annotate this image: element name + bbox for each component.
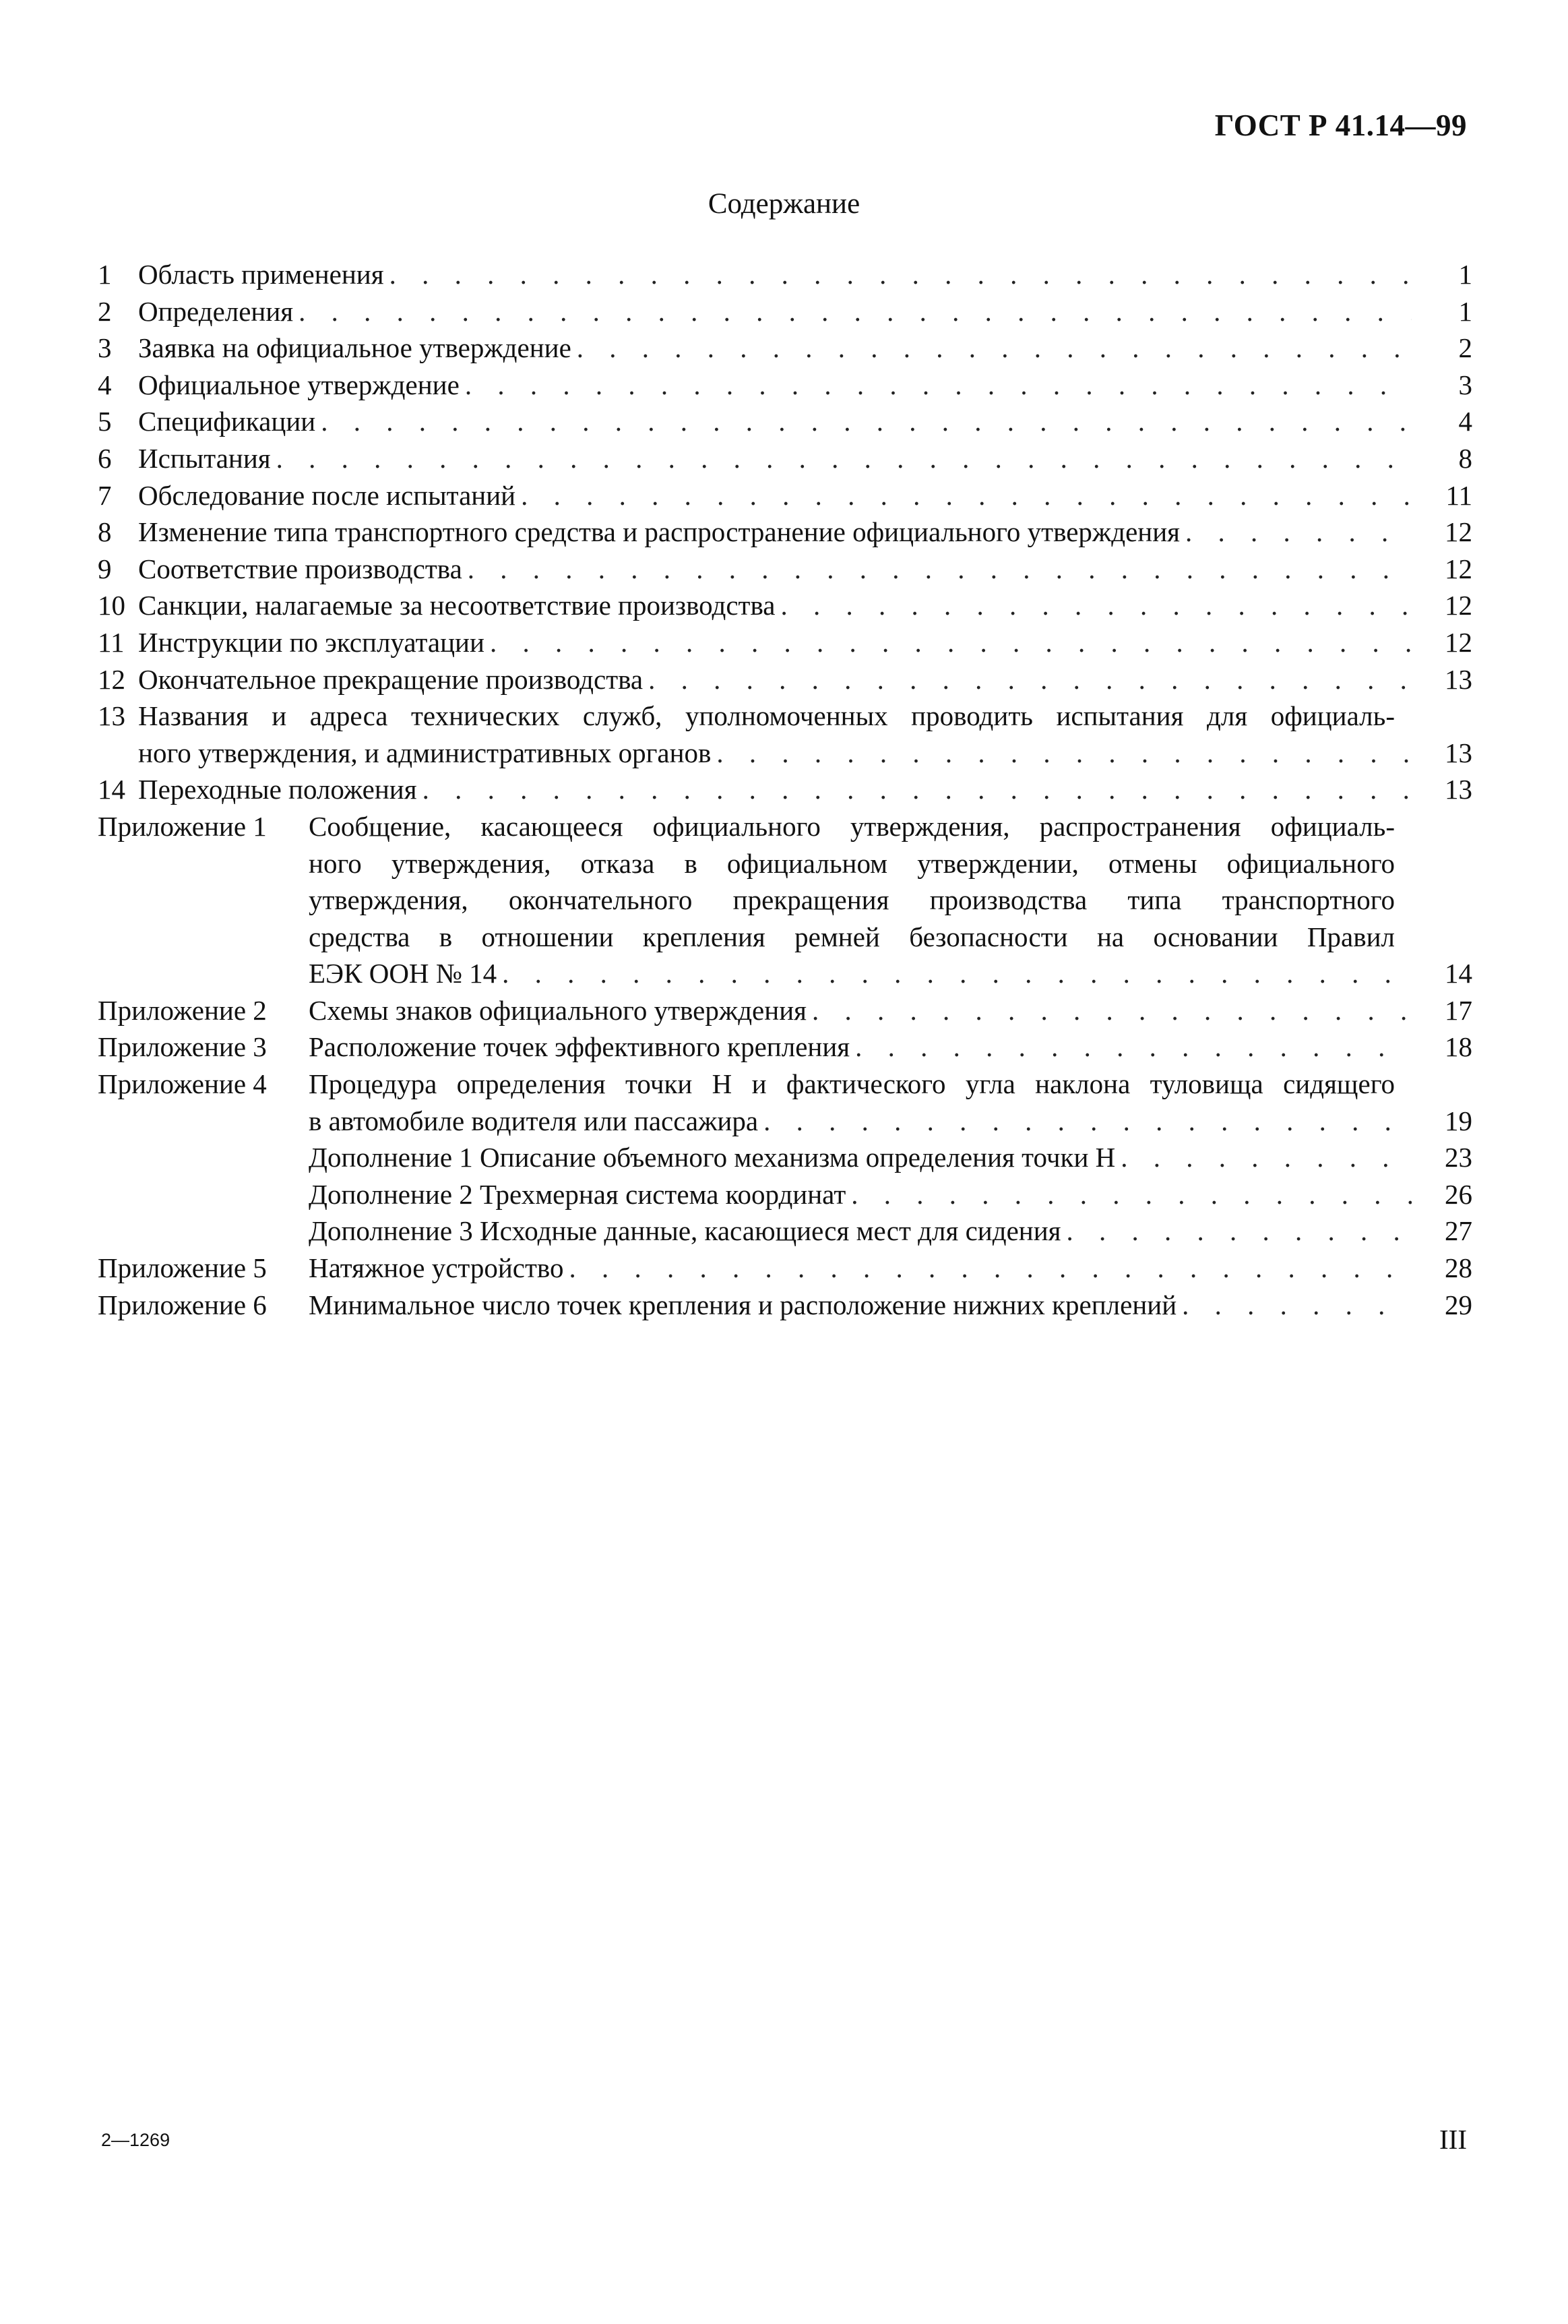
toc-section-number: 7	[98, 479, 112, 511]
toc-page-number: 29	[1445, 1289, 1472, 1320]
toc-page-number: 13	[1445, 737, 1472, 768]
toc-page-number: 1	[1458, 295, 1472, 327]
toc-entry	[98, 1029, 1472, 1066]
toc-entry	[98, 992, 1472, 1029]
toc-entry-title: Названия и адреса технических служб, уполномоченных проводить испытания для официаль-	[138, 700, 1395, 732]
toc-section-number: 14	[98, 774, 125, 805]
toc-title: Содержание	[708, 188, 860, 220]
toc-entry	[98, 698, 1472, 771]
toc-entry-title: Процедура определения точки H и фактического угла наклона туловища сидящего	[309, 1068, 1395, 1100]
toc-entry-title: Определения	[138, 295, 294, 327]
toc-entry	[98, 808, 1472, 992]
toc-appendix-label: Приложение 2	[98, 994, 267, 1026]
toc-section-number: 9	[98, 553, 112, 584]
toc-entry-title: Изменение типа транспортного средства и распространение официального утверждения	[138, 516, 1181, 548]
toc-entry-title: Инструкции по эксплуатации	[138, 626, 484, 658]
toc-page-number: 28	[1445, 1252, 1472, 1284]
toc-entry-title: Санкции, налагаемые за несоответствие производства	[138, 590, 776, 621]
toc-entry-title: Минимальное число точек крепления и расположение нижних креплений	[309, 1289, 1177, 1320]
toc-section-number: 2	[98, 295, 112, 327]
toc-entry-title: Дополнение 3 Исходные данные, касающиеся мест для сидения	[309, 1215, 1061, 1247]
toc-entry-title: ЕЭК ООН № 14	[309, 958, 497, 989]
toc-page-number: 26	[1445, 1178, 1472, 1210]
dot-leader	[1185, 514, 1412, 551]
toc-entry-title: Обследование после испытаний	[138, 479, 516, 511]
toc-entry	[98, 330, 1472, 367]
toc-section-number: 11	[98, 626, 125, 658]
toc-page-number: 23	[1445, 1142, 1472, 1173]
toc-entry-title: Область применения	[138, 259, 384, 290]
toc-section-number: 1	[98, 259, 112, 290]
dot-leader	[1182, 1287, 1412, 1324]
toc-section-number: 6	[98, 442, 112, 474]
toc-page-number: 4	[1458, 406, 1472, 437]
toc-entry	[98, 1176, 1472, 1213]
toc-entry	[98, 367, 1472, 404]
toc-section-number: 10	[98, 590, 125, 621]
dot-leader	[502, 955, 1412, 992]
dot-leader	[648, 661, 1412, 698]
dot-leader	[321, 403, 1412, 440]
toc-page-number: 1	[1458, 259, 1472, 290]
toc-page-number: 19	[1445, 1105, 1472, 1136]
toc-entry-title: Соответствие производства	[138, 553, 462, 584]
dot-leader	[851, 1176, 1412, 1213]
toc-entry	[98, 1139, 1472, 1176]
toc-entry-title: утверждения, окончательного прекращения производства типа транспортного	[309, 884, 1395, 916]
dot-leader	[812, 992, 1412, 1029]
toc-entry-title: Расположение точек эффективного крепления	[309, 1031, 850, 1063]
toc-appendix-label: Приложение 5	[98, 1252, 267, 1284]
toc-entry	[98, 1213, 1472, 1250]
toc-entry	[98, 587, 1472, 624]
dot-leader	[389, 256, 1412, 293]
toc-entry-title: Спецификации	[138, 406, 316, 437]
toc-page-number: 11	[1445, 479, 1472, 511]
toc-entry-title: Натяжное устройство	[309, 1252, 564, 1284]
toc-entry	[98, 403, 1472, 440]
toc-page-number: 3	[1458, 369, 1472, 400]
dot-leader	[468, 551, 1412, 588]
toc-entry-title: Испытания	[138, 442, 271, 474]
toc-page-number: 12	[1445, 516, 1472, 548]
toc-page-number: 13	[1445, 663, 1472, 695]
toc-appendix-label: Приложение 3	[98, 1031, 267, 1063]
toc-page-number: 13	[1445, 774, 1472, 805]
dot-leader	[577, 330, 1412, 367]
toc-entry-title: в автомобиле водителя или пассажира	[309, 1105, 759, 1136]
toc-page-number: 12	[1445, 626, 1472, 658]
toc-section-number: 4	[98, 369, 112, 400]
dot-leader	[763, 1103, 1412, 1140]
toc-entry	[98, 661, 1472, 698]
toc-entry-title: Официальное утверждение	[138, 369, 460, 400]
dot-leader	[521, 477, 1412, 514]
toc-appendix-label: Приложение 4	[98, 1068, 267, 1100]
toc-page-number: 12	[1445, 553, 1472, 584]
dot-leader	[276, 440, 1412, 477]
toc-entry-title: Дополнение 1 Описание объемного механизма определения точки H	[309, 1142, 1116, 1173]
toc-entry	[98, 293, 1472, 330]
toc-page-number: 8	[1458, 442, 1472, 474]
toc-section-number: 3	[98, 332, 112, 364]
page-number: III	[1439, 2124, 1467, 2155]
toc-entry	[98, 477, 1472, 514]
dot-leader	[299, 293, 1412, 330]
dot-leader	[716, 735, 1412, 772]
toc-entry	[98, 440, 1472, 477]
toc-entry	[98, 256, 1472, 293]
toc-entry	[98, 551, 1472, 588]
toc-page-number: 12	[1445, 590, 1472, 621]
toc-appendix-label: Приложение 1	[98, 810, 267, 842]
toc-entry-title: Переходные положения	[138, 774, 417, 805]
toc-entry-title: Заявка на официальное утверждение	[138, 332, 571, 364]
toc-entry-title: средства в отношении крепления ремней безопасности на основании Правил	[309, 921, 1395, 952]
dot-leader	[1067, 1213, 1412, 1250]
dot-leader	[422, 771, 1412, 808]
toc-entry	[98, 624, 1472, 661]
toc-entry-title: ного утверждения, отказа в официальном утверждении, отмены официального	[309, 847, 1395, 879]
toc-entry-title: ного утверждения, и административных органов	[138, 737, 712, 768]
dot-leader	[1121, 1139, 1412, 1176]
toc-entry-title: Сообщение, касающееся официального утверждения, распространения официаль-	[309, 810, 1395, 842]
toc-section-number: 5	[98, 406, 112, 437]
toc-page-number: 17	[1445, 994, 1472, 1026]
toc-page-number: 14	[1445, 958, 1472, 989]
toc-entry	[98, 514, 1472, 551]
toc-page-number: 27	[1445, 1215, 1472, 1247]
dot-leader	[490, 624, 1412, 661]
dot-leader	[855, 1029, 1412, 1066]
toc-entry-title: Схемы знаков официального утверждения	[309, 994, 807, 1026]
dot-leader	[780, 587, 1412, 624]
toc-entry	[98, 1250, 1472, 1287]
toc-entry-title: Окончательное прекращение производства	[138, 663, 644, 695]
dot-leader	[569, 1250, 1412, 1287]
toc-entry	[98, 1066, 1472, 1139]
toc-page-number: 2	[1458, 332, 1472, 364]
toc-section-number: 12	[98, 663, 125, 695]
dot-leader	[465, 367, 1412, 404]
standard-code: ГОСТ Р 41.14—99	[1214, 109, 1467, 142]
print-code: 2—1269	[101, 2130, 170, 2150]
table-of-contents	[98, 256, 1472, 1323]
toc-section-number: 13	[98, 700, 125, 732]
toc-entry	[98, 1287, 1472, 1324]
toc-entry-title: Дополнение 2 Трехмерная система координат	[309, 1178, 846, 1210]
toc-entry	[98, 771, 1472, 808]
toc-section-number: 8	[98, 516, 112, 548]
toc-appendix-label: Приложение 6	[98, 1289, 267, 1320]
toc-page-number: 18	[1445, 1031, 1472, 1063]
